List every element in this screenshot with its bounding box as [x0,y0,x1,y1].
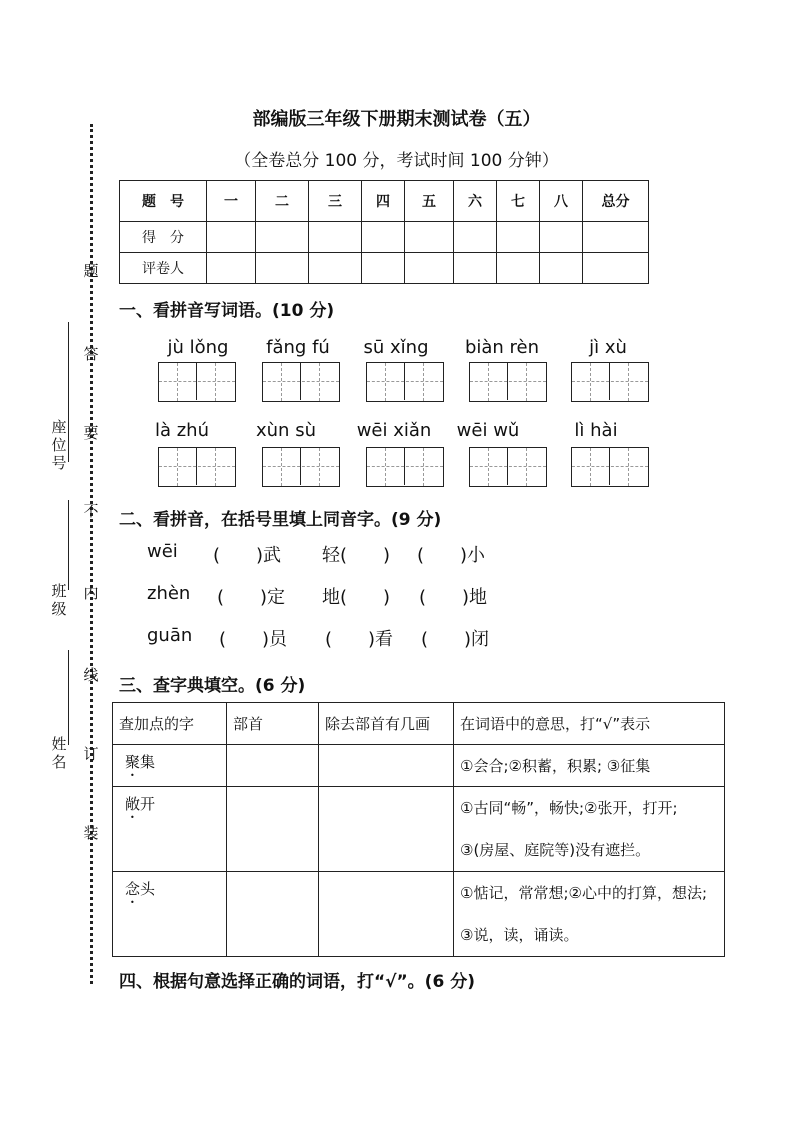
class-label: 班级 [51,582,67,618]
page-title: 部编版三年级下册期末测试卷（五） [252,109,541,130]
homophone-pinyin: zhèn [147,583,191,604]
dict-meaning[interactable]: ①会合;②积蓄，积累; ③征集 [454,745,725,787]
seat-underline [68,322,69,462]
grader-cell[interactable] [405,253,454,284]
dict-radical-blank[interactable] [227,787,319,872]
score-header-cell: 六 [454,181,497,222]
homophone-blank[interactable]: 轻( ) [322,545,391,566]
dict-strokes-blank[interactable] [319,872,454,957]
binding-char-2: 答 [83,345,99,363]
dict-strokes-blank[interactable] [319,787,454,872]
writing-grid[interactable] [571,447,649,487]
writing-grid[interactable] [262,447,340,487]
homophone-pinyin: wēi [147,541,178,562]
grader-cell[interactable] [497,253,540,284]
binding-char-7: 订 [83,745,99,763]
writing-grid[interactable] [469,362,547,402]
homophone-blank[interactable]: 地( ) [322,587,391,608]
dict-header-cell: 查加点的字 [113,703,227,745]
score-cell[interactable] [454,222,497,253]
score-cell[interactable] [540,222,583,253]
dict-word: 聚集 [113,745,227,787]
score-cell[interactable] [207,222,256,253]
writing-grid[interactable] [158,447,236,487]
grader-cell[interactable] [362,253,405,284]
homophone-blank[interactable]: ( )小 [417,545,486,566]
binding-dotted-line [90,124,93,984]
score-header-cell: 题 号 [120,181,207,222]
score-cell[interactable] [497,222,540,253]
dict-word: 念头 [113,872,227,957]
homophone-blank[interactable]: ( )定 [217,587,286,608]
score-cell[interactable] [583,222,649,253]
dict-strokes-blank[interactable] [319,745,454,787]
writing-grid[interactable] [262,362,340,402]
dict-row [113,872,725,957]
score-cell[interactable] [256,222,309,253]
dict-header-row [113,703,725,745]
binding-char-1: 题 [83,262,99,280]
writing-grid[interactable] [366,447,444,487]
dict-meaning[interactable]: ①古同“畅”，畅快;②张开，打开; ③(房屋、庭院等)没有遮拦。 [454,787,725,872]
grader-cell[interactable] [583,253,649,284]
dict-meaning[interactable]: ①惦记，常常想;②心中的打算，想法; ③说，读，诵读。 [454,872,725,957]
section3-title: 三、查字典填空。(6 分) [119,676,306,696]
grader-cell[interactable] [540,253,583,284]
name-label: 姓名 [51,735,67,771]
pinyin-label: lì hài [574,420,618,441]
score-header-cell: 总分 [583,181,649,222]
writing-grid[interactable] [366,362,444,402]
grader-cell[interactable] [207,253,256,284]
dict-header-cell: 在词语中的意思，打“√”表示 [454,703,725,745]
pinyin-label: fǎng fú [266,337,330,358]
pinyin-label: sū xǐng [363,337,429,358]
score-header-cell: 五 [405,181,454,222]
pinyin-label: là zhú [154,420,210,441]
binding-char-3: 要 [83,424,99,442]
writing-grid[interactable] [469,447,547,487]
writing-grid[interactable] [571,362,649,402]
dict-row [113,745,725,787]
score-header-cell: 四 [362,181,405,222]
seat-label: 座位号 [51,418,67,472]
homophone-blank[interactable]: ( )员 [219,629,288,650]
grader-row-label: 评卷人 [120,253,207,284]
score-row-label: 得 分 [120,222,207,253]
homophone-blank[interactable]: ( )闭 [421,629,490,650]
pinyin-label: jù lǒng [167,337,229,358]
score-header-cell: 七 [497,181,540,222]
score-cell[interactable] [405,222,454,253]
grader-cell[interactable] [454,253,497,284]
dictionary-table [112,702,725,957]
dict-row [113,787,725,872]
pinyin-label: wēi wǔ [456,420,520,441]
dict-word: 敞开 [113,787,227,872]
section4-title: 四、根据句意选择正确的词语，打“√”。(6 分) [119,972,475,992]
score-header-cell: 八 [540,181,583,222]
binding-char-5: 内 [83,584,99,602]
grader-row [120,253,649,284]
class-underline [68,500,69,590]
dict-radical-blank[interactable] [227,872,319,957]
score-header-cell: 三 [309,181,362,222]
pinyin-label: wēi xiǎn [356,420,432,441]
pinyin-label: xùn sù [256,420,316,441]
score-cell[interactable] [309,222,362,253]
homophone-blank[interactable]: ( )武 [213,545,282,566]
score-header-cell: 二 [256,181,309,222]
grader-cell[interactable] [256,253,309,284]
section2-title: 二、看拼音，在括号里填上同音字。(9 分) [119,510,442,530]
grader-cell[interactable] [309,253,362,284]
score-row [120,222,649,253]
dict-header-cell: 除去部首有几画 [319,703,454,745]
dict-radical-blank[interactable] [227,745,319,787]
score-table [119,180,649,284]
dict-header-cell: 部首 [227,703,319,745]
homophone-blank[interactable]: ( )地 [419,587,488,608]
binding-char-4: 不 [83,502,99,520]
writing-grid[interactable] [158,362,236,402]
pinyin-label: jì xù [589,337,627,358]
score-header-cell: 一 [207,181,256,222]
homophone-blank[interactable]: ( )看 [325,629,394,650]
page-subtitle: （全卷总分 100 分，考试时间 100 分钟） [234,151,559,171]
binding-char-8: 装 [83,824,99,842]
pinyin-label: biàn rèn [464,337,540,358]
section1-title: 一、看拼音写词语。(10 分) [119,301,335,321]
name-underline [68,650,69,745]
binding-char-6: 线 [83,666,99,684]
score-header-row [120,181,649,222]
homophone-pinyin: guān [147,625,193,646]
score-cell[interactable] [362,222,405,253]
